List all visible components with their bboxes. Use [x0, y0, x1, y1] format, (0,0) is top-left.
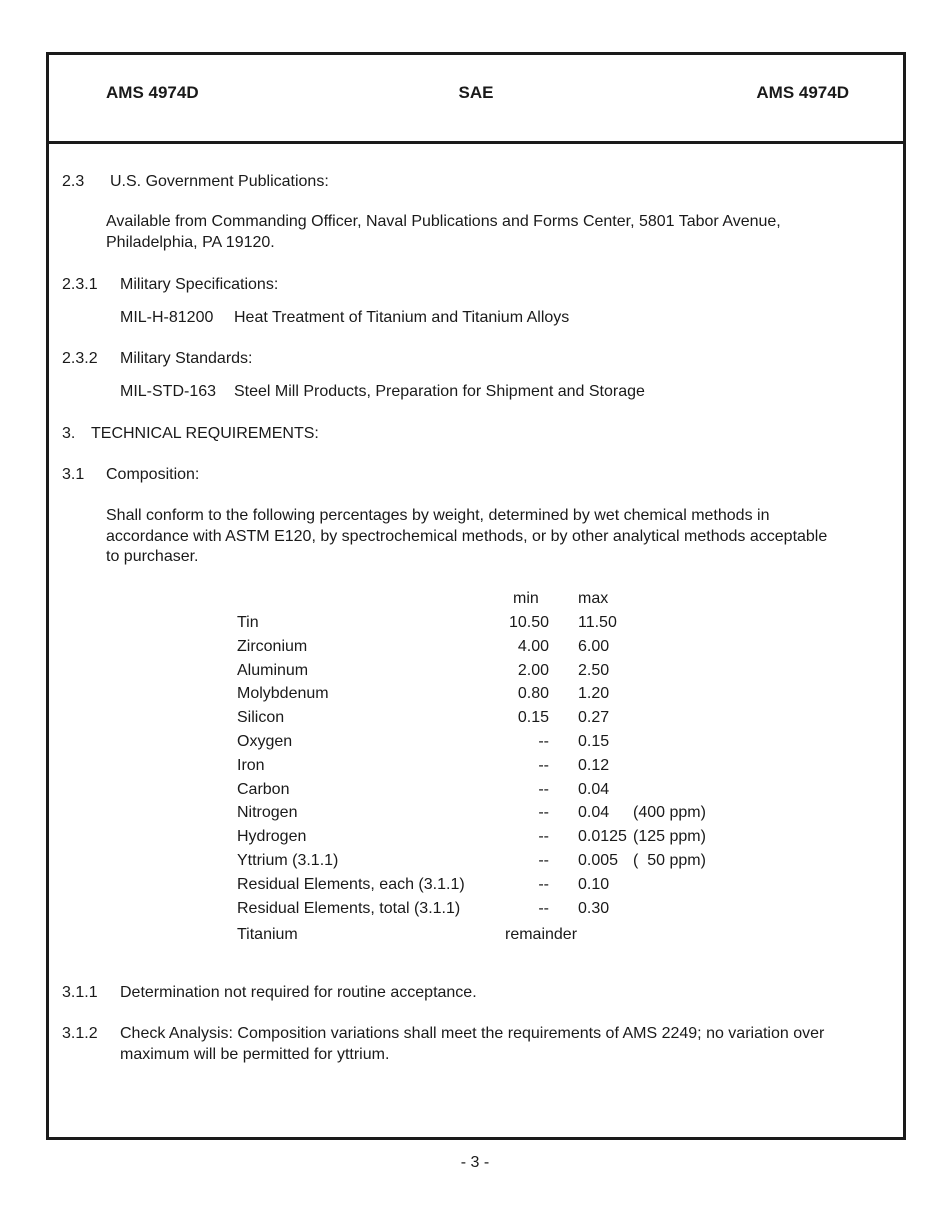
document-header [49, 55, 903, 144]
section-3-number: 3. [62, 425, 76, 442]
section-2-3-2-number: 2.3.2 [62, 350, 98, 367]
section-3-1-2-number: 3.1.2 [62, 1025, 98, 1042]
composition-max: 0.15 [578, 733, 610, 750]
composition-min: -- [538, 733, 549, 750]
composition-element: Iron [237, 756, 265, 774]
composition-min: -- [538, 780, 549, 798]
composition-final-row [49, 926, 903, 950]
composition-min: -- [538, 852, 549, 869]
composition-min: -- [538, 899, 549, 917]
composition-min: 10.50 [508, 614, 549, 631]
composition-max: 0.27 [578, 709, 610, 727]
composition-row [49, 828, 903, 852]
composition-row [49, 852, 903, 876]
composition-row [49, 709, 903, 733]
composition-max: 11.50 [578, 614, 617, 631]
composition-element: Titanium [237, 926, 298, 943]
composition-row [49, 900, 903, 924]
composition-row [49, 733, 903, 757]
composition-table [49, 590, 903, 950]
mil-std-title: Steel Mill Products, Preparation for Shipment and Storage [234, 383, 645, 400]
composition-min: 0.80 [517, 685, 549, 703]
mil-spec-title: Heat Treatment of Titanium and Titanium Alloys [234, 309, 570, 326]
composition-max: 0.12 [578, 756, 610, 774]
composition-min: 0.15 [517, 709, 549, 727]
section-3-1-1-number: 3.1.1 [62, 984, 98, 1001]
composition-max: 0.04 [578, 804, 610, 822]
section-3-1-1-body: Determination not required for routine acceptance. [120, 984, 477, 1001]
composition-row [49, 662, 903, 686]
composition-element: Molybdenum [237, 685, 329, 703]
composition-min: -- [538, 756, 549, 774]
header-org: SAE [458, 83, 494, 102]
section-2-3-1-number: 2.3.1 [62, 276, 98, 293]
composition-element: Yttrium (3.1.1) [237, 852, 339, 869]
composition-max: 0.005 [578, 852, 619, 869]
composition-min: 2.00 [517, 661, 549, 679]
composition-note: (125 ppm) [633, 828, 706, 846]
column-header-max: max [578, 590, 609, 607]
composition-max: 1.20 [578, 685, 610, 703]
section-2-3-body: Available from Commanding Officer, Naval Publications and Forms Center, 5801 Tabor Avenue, Philadelphia, PA 19120. [106, 213, 781, 251]
section-2-3-2-title: Military Standards: [120, 350, 253, 367]
section-2-3-number: 2.3 [62, 173, 85, 190]
column-header-min: min [513, 590, 539, 607]
composition-row [49, 804, 903, 828]
composition-element: Nitrogen [237, 804, 298, 822]
mil-std-id: MIL-STD-163 [120, 383, 217, 400]
composition-min: -- [538, 804, 549, 822]
composition-element: Carbon [237, 780, 290, 798]
composition-row [49, 614, 903, 638]
composition-note: (400 ppm) [633, 804, 706, 822]
composition-min: 4.00 [517, 637, 549, 655]
page-frame [46, 52, 906, 1140]
section-3-1-2-body: Check Analysis: Composition variations shall meet the requirements of AMS 2249; no variation over maximum will be permitted for yttrium. [120, 1025, 825, 1063]
composition-row [49, 781, 903, 805]
composition-note: ( 50 ppm) [633, 852, 706, 869]
composition-min: -- [538, 828, 549, 846]
section-3-title: TECHNICAL REQUIREMENTS: [91, 425, 319, 442]
composition-max: 0.30 [578, 899, 610, 917]
composition-element: Aluminum [237, 661, 309, 679]
header-doc-id-left: AMS 4974D [106, 83, 199, 102]
composition-element: Tin [237, 614, 259, 631]
page-number: - 3 - [460, 1154, 490, 1171]
composition-row [49, 876, 903, 900]
composition-element: Hydrogen [237, 828, 307, 846]
composition-header-row [49, 590, 903, 614]
mil-spec-id: MIL-H-81200 [120, 309, 214, 326]
composition-element: Silicon [237, 709, 285, 727]
header-doc-id-right: AMS 4974D [756, 83, 849, 102]
section-3-1-body: Shall conform to the following percentages by weight, determined by wet chemical methods in accordance with ASTM E120, by spectrochemical methods, or by other analytical methods acceptable to purchaser. [106, 507, 828, 565]
section-2-3-1-title: Military Specifications: [120, 276, 279, 293]
composition-element: Oxygen [237, 733, 293, 750]
composition-element: Residual Elements, total (3.1.1) [237, 899, 461, 917]
composition-max: 6.00 [578, 637, 610, 655]
section-3-1-number: 3.1 [62, 466, 85, 483]
composition-max: 0.0125 [578, 828, 627, 846]
composition-min: -- [538, 875, 549, 893]
composition-element: Residual Elements, each (3.1.1) [237, 875, 465, 893]
section-3-1-title: Composition: [106, 466, 200, 483]
composition-max: 2.50 [578, 661, 610, 679]
composition-remainder: remainder [505, 926, 578, 943]
composition-max: 0.10 [578, 875, 610, 893]
composition-row [49, 638, 903, 662]
composition-element: Zirconium [237, 637, 308, 655]
section-2-3-title: U.S. Government Publications: [110, 173, 329, 190]
composition-row [49, 757, 903, 781]
composition-row [49, 685, 903, 709]
composition-max: 0.04 [578, 780, 610, 798]
